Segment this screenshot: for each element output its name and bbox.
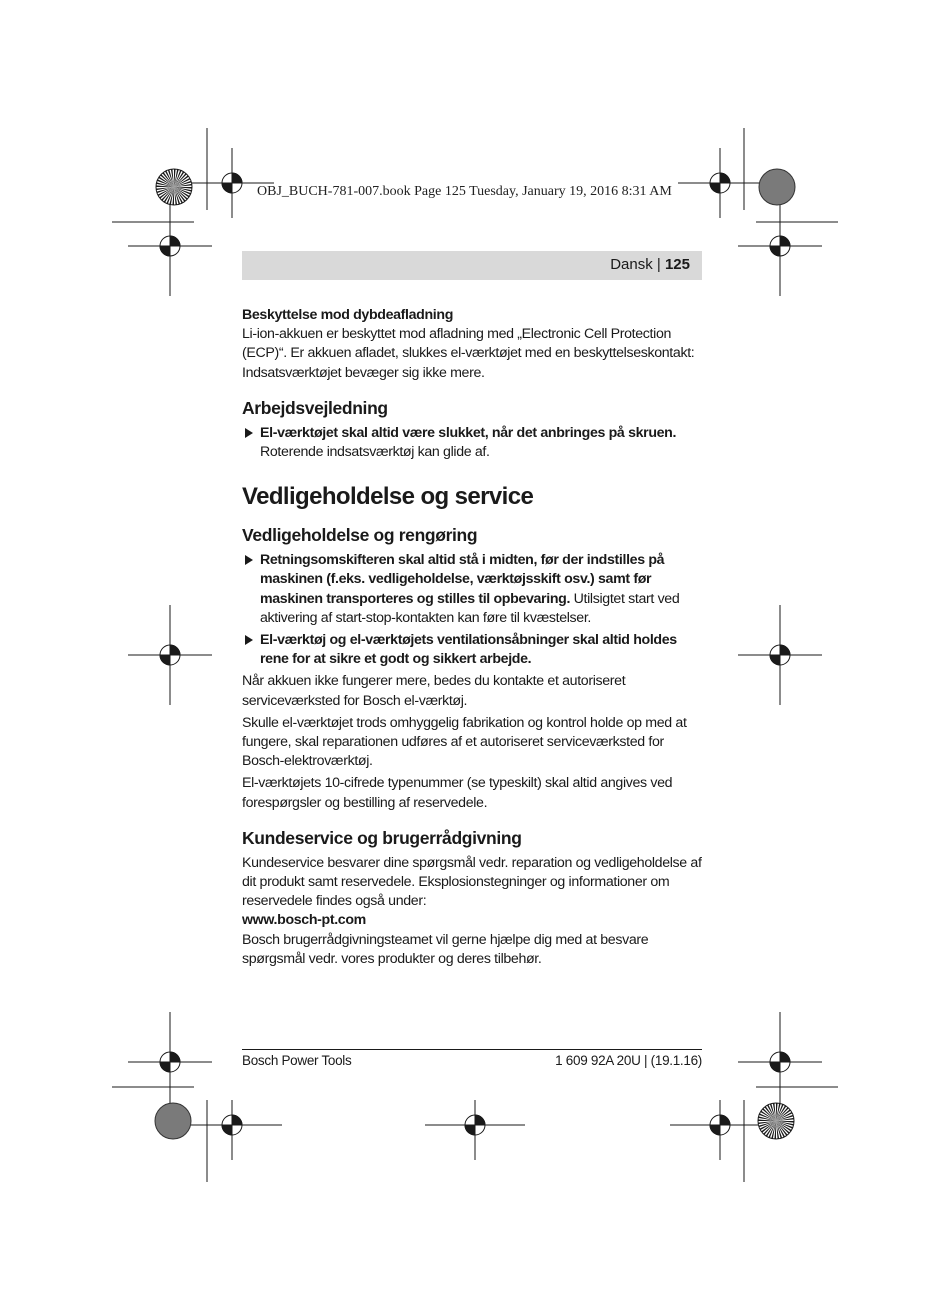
footer-divider bbox=[242, 1049, 702, 1050]
page-content bbox=[242, 306, 704, 972]
paragraph-battery-service: Når akkuen ikke fungerer mere, bedes du kontakte et autoriseret serviceværksted for Bosch el-værktøj. bbox=[242, 673, 626, 709]
heading-customer-service: Kundeservice og brugerrådgivning bbox=[242, 827, 522, 848]
bullet-bold-text: El-værktøjet skal altid være slukket, når det anbringes på skruen. bbox=[260, 424, 677, 441]
page-header bbox=[610, 256, 690, 273]
bullet-triangle-icon bbox=[245, 555, 253, 565]
paragraph-deep-discharge: Li-ion-akkuen er beskyttet mod afladning med „Electronic Cell Protection (ECP)“. Er akkuen afladet, slukkes el-værktøjet med en beskyttelseskontakt: Indsatsværktøjet bevæger sig ikke mere. bbox=[242, 326, 695, 381]
footer-company: Bosch Power Tools bbox=[242, 1053, 352, 1068]
bullet-triangle-icon bbox=[245, 428, 253, 438]
bullet-triangle-icon bbox=[245, 635, 253, 645]
print-slug: OBJ_BUCH-781-007.book Page 125 Tuesday, January 19, 2016 8:31 AM bbox=[257, 184, 672, 199]
paragraph-repair: Skulle el-værktøjet trods omhyggelig fabrikation og kontrol holde op med at fungere, skal reparationen udføres af et autoriseret serviceværksted for Bosch-elektroværktøj. bbox=[242, 714, 687, 770]
bullet-ventilation bbox=[242, 631, 704, 669]
bullet-text: Roterende indsatsværktøj kan glide af. bbox=[260, 444, 490, 461]
bullet-bold-text: El-værktøj og el-værktøjets ventilationsåbninger skal altid holdes rene for at sikre et godt og sikkert arbejde. bbox=[260, 632, 677, 668]
bullet-bold-text: Retningsomskifteren skal altid stå i midten, før der indstilles på maskinen (f.eks. vedligeholdelse, værktøjsskift osv.) samt før maskinen transporteres og stilles til opbevaring. bbox=[260, 552, 665, 607]
heading-maintenance-cleaning: Vedligeholdelse og rengøring bbox=[242, 525, 478, 546]
website-link[interactable]: www.bosch-pt.com bbox=[242, 912, 366, 929]
paragraph-advice-team: Bosch brugerrådgivningsteamet vil gerne hjælpe dig med at besvare spørgsmål vedr. vores produkter og deres tilbehør. bbox=[242, 931, 649, 967]
heading-maintenance-service: Vedligeholdelse og service bbox=[242, 483, 534, 511]
page-header-bar bbox=[242, 251, 702, 280]
paragraph-type-number: El-værktøjets 10-cifrede typenummer (se typeskilt) skal altid angives ved forespørgsler og bestilling af reservedele. bbox=[242, 775, 673, 811]
footer-doc-number: 1 609 92A 20U | (19.1.16) bbox=[555, 1053, 702, 1068]
header-language: Dansk bbox=[610, 256, 653, 273]
bullet-text: Utilsigtet start ved aktivering af start-stop-kontakten kan føre til kvæstelser. bbox=[260, 590, 680, 626]
heading-work-guide: Arbejdsvejledning bbox=[242, 397, 388, 418]
bullet-direction-switch bbox=[242, 551, 704, 628]
paragraph-customer-service: Kundeservice besvarer dine spørgsmål vedr. reparation og vedligeholdelse af dit produkt samt reservedele. Eksplosionstegninger og informationer om reservedele findes også under: bbox=[242, 854, 702, 910]
heading-deep-discharge: Beskyttelse mod dybdeafladning bbox=[242, 307, 454, 323]
bullet-work-guide bbox=[242, 424, 704, 462]
page-number: 125 bbox=[664, 256, 690, 273]
header-separator: | bbox=[656, 256, 661, 273]
